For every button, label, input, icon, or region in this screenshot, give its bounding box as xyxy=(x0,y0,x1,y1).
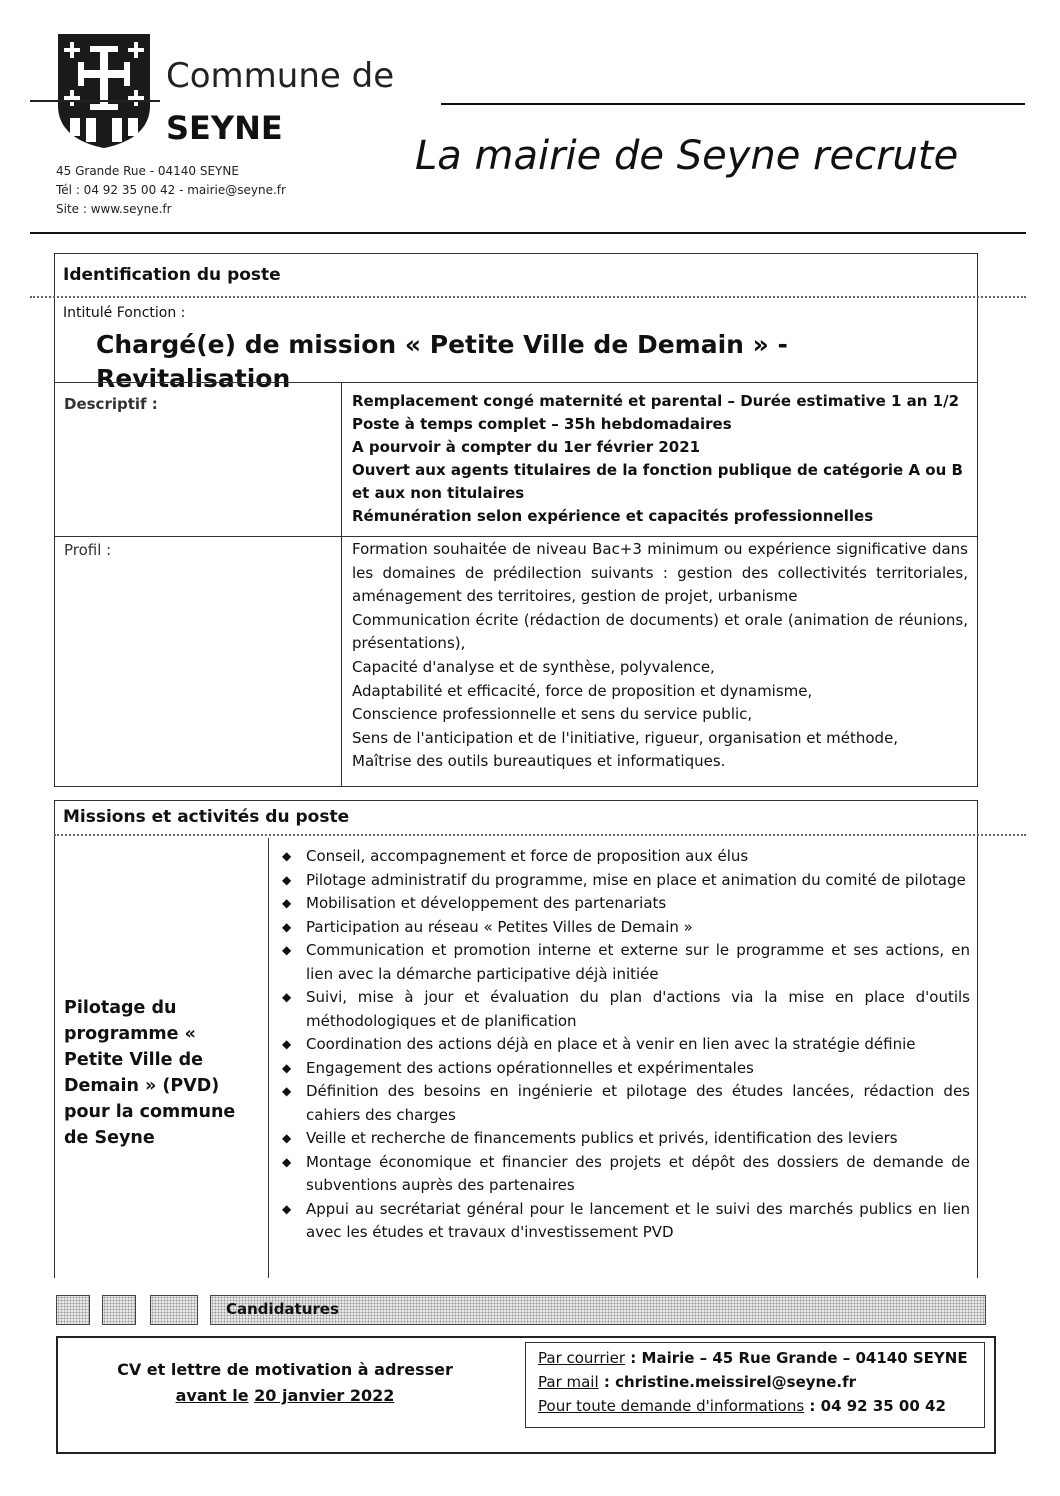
mission-item: ◆ Communication et promotion interne et externe sur le programme et ses actions, en lien avec la démarche participative déjà initiée xyxy=(282,941,970,983)
descriptif-line: Ouvert aux agents titulaires de la fonction publique de catégorie A ou B et aux non titulaires xyxy=(352,461,963,502)
profil-line: Capacité d'analyse et de synthèse, polyvalence, xyxy=(352,657,715,676)
profil-content xyxy=(352,538,968,774)
diamond-bullet-icon: ◆ xyxy=(282,1154,292,1169)
recruitment-headline: La mairie de Seyne recrute xyxy=(415,133,959,179)
diamond-bullet-icon: ◆ xyxy=(282,1201,292,1216)
logo-divider xyxy=(30,100,160,102)
courrier-line: Par courrier : Mairie – 45 Rue Grande – 04140 SEYNE xyxy=(538,1349,968,1367)
contact-details xyxy=(538,1346,978,1418)
mail-line[interactable]: Par mail : christine.meissirel@seyne.fr xyxy=(538,1373,856,1391)
row-divider xyxy=(54,536,978,537)
address-text: 45 Grande Rue - 04140 SEYNE xyxy=(56,164,239,178)
section-dotted-rule xyxy=(30,296,1026,298)
diamond-bullet-icon: ◆ xyxy=(282,849,292,863)
deadline-prefix: avant le xyxy=(175,1386,249,1405)
diamond-bullet-icon: ◆ xyxy=(282,1060,292,1075)
profil-label: Profil : xyxy=(64,541,112,559)
descriptif-line: Remplacement congé maternité et parental – Durée estimative 1 an 1/2 xyxy=(352,392,960,410)
mission-item: ◆ Engagement des actions opérationnelles et expérimentales xyxy=(270,1057,970,1081)
profil-line: Sens de l'anticipation et de l'initiative, rigueur, organisation et méthode, xyxy=(352,728,899,747)
mission-item: ◆ Veille et recherche de financements publics et privés, identification des leviers xyxy=(270,1127,970,1151)
profil-line: Maîtrise des outils bureautiques et informatiques. xyxy=(352,752,726,771)
decorative-square xyxy=(56,1295,90,1325)
identification-section-title: Identification du poste xyxy=(63,265,281,285)
commune-label: Commune de xyxy=(166,56,395,96)
website-text: Site : www.seyne.fr xyxy=(56,202,172,216)
mission-item: ◆ Pilotage administratif du programme, mise en place et animation du comité de pilotage xyxy=(270,869,970,893)
mission-item: ◆ Suivi, mise à jour et évaluation du plan d'actions via la mise en place d'outils méthodologiques et de planification xyxy=(282,988,970,1030)
mission-item: ◆ Participation au réseau « Petites Villes de Demain » xyxy=(270,916,970,940)
cv-instruction: CV et lettre de motivation à adresser xyxy=(117,1360,453,1379)
mission-item: ◆ Appui au secrétariat général pour le lancement et le suivi des marchés publics en lien avec les études et travaux d'investissement PVD xyxy=(282,1199,970,1241)
mission-item: ◆ Mobilisation et développement des partenariats xyxy=(270,892,970,916)
column-divider xyxy=(268,838,269,1278)
intitule-label: Intitulé Fonction : xyxy=(63,305,186,321)
coat-of-arms-logo-icon xyxy=(56,32,152,150)
deadline-date: 20 janvier 2022 xyxy=(254,1386,395,1405)
mission-item: ◆ Conseil, accompagnement et force de proposition aux élus xyxy=(270,845,970,869)
mission-item: ◆ Coordination des actions déjà en place et à venir en lien avec la stratégie définie xyxy=(270,1033,970,1057)
descriptif-line: Rémunération selon expérience et capacités professionnelles xyxy=(352,507,874,525)
profil-line: Communication écrite (rédaction de documents) et orale (animation de réunions, présentations), xyxy=(352,610,968,653)
descriptif-content xyxy=(352,390,972,528)
mission-list xyxy=(270,845,970,1245)
mission-item: ◆ Montage économique et financier des projets et dépôt des dossiers de demande de subventions auprès des partenaires xyxy=(282,1152,970,1194)
descriptif-line: Poste à temps complet – 35h hebdomadaires xyxy=(352,415,732,433)
column-divider xyxy=(341,382,342,787)
diamond-bullet-icon: ◆ xyxy=(282,919,292,934)
section-dotted-rule xyxy=(54,834,1026,836)
contact-text: Tél : 04 92 35 00 42 - mairie@seyne.fr xyxy=(56,183,286,197)
row-divider xyxy=(54,382,978,383)
mission-item: ◆ Définition des besoins en ingénierie et pilotage des études lancées, rédaction des cahiers des charges xyxy=(282,1082,970,1124)
profil-line: Formation souhaitée de niveau Bac+3 minimum ou expérience significative dans les domaines de prédilection suivants : gestion des collectivités territoriales, aménagement des territoires, gestion de projet, urbanisme xyxy=(352,540,968,606)
missions-section-title: Missions et activités du poste xyxy=(63,807,350,827)
candidatures-label: Candidatures xyxy=(226,1300,339,1318)
decorative-square xyxy=(102,1295,136,1325)
job-title: Chargé(e) de mission « Petite Ville de Demain » - Revitalisation xyxy=(96,330,788,393)
diamond-bullet-icon: ◆ xyxy=(282,1037,292,1051)
profil-line: Adaptabilité et efficacité, force de proposition et dynamisme, xyxy=(352,681,813,700)
diamond-bullet-icon: ◆ xyxy=(282,872,292,887)
diamond-bullet-icon: ◆ xyxy=(282,943,292,957)
headline-rule xyxy=(441,103,1025,105)
deadline-line xyxy=(70,1384,500,1408)
diamond-bullet-icon: ◆ xyxy=(282,990,292,1004)
descriptif-line: A pourvoir à compter du 1er février 2021 xyxy=(352,438,701,456)
diamond-bullet-icon: ◆ xyxy=(282,1131,292,1145)
header-divider xyxy=(30,232,1026,234)
info-line: Pour toute demande d'informations : 04 92 35 00 42 xyxy=(538,1397,946,1415)
diamond-bullet-icon: ◆ xyxy=(282,1084,292,1098)
diamond-bullet-icon: ◆ xyxy=(282,896,292,910)
pilotage-label: Pilotage du programme « Petite Ville de Demain » (PVD) pour la commune de Seyne xyxy=(64,998,236,1148)
decorative-square xyxy=(150,1295,198,1325)
commune-name: SEYNE xyxy=(166,109,283,147)
descriptif-label: Descriptif : xyxy=(64,395,158,413)
profil-line: Conscience professionnelle et sens du service public, xyxy=(352,705,753,724)
